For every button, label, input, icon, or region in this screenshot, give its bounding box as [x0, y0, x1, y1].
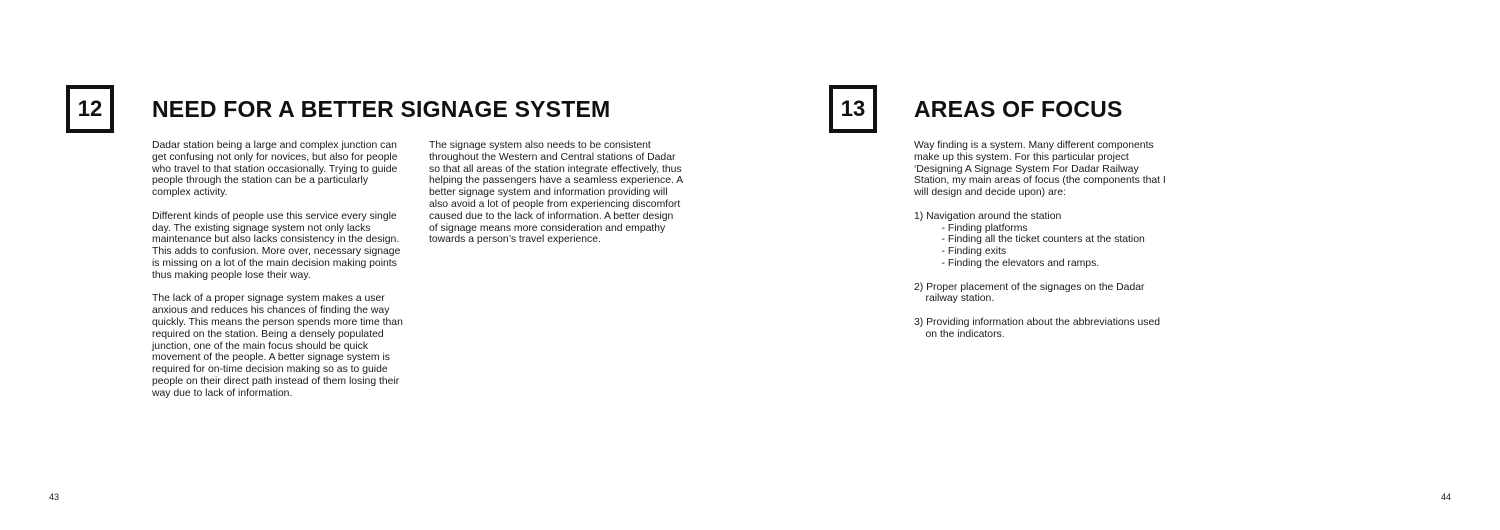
body-paragraph: Dadar station being a large and complex junction can get confusing not only for novices, but also for people who travel to that station occasionally. Trying to guide people through the station can be a particularly complex activity. — [152, 140, 398, 199]
page-number: 44 — [1441, 492, 1452, 502]
section-number-box: 13 — [829, 85, 877, 133]
page-number: 43 — [49, 492, 60, 502]
focus-list-item: 3) Providing information about the abbreviations used on the indicators. — [914, 316, 1161, 340]
focus-sublist — [926, 223, 1195, 270]
focus-subitem: - Finding exits — [941, 246, 1007, 258]
focus-list — [914, 211, 1194, 341]
body-paragraph: Different kinds of people use this service every single day. The existing signage system not only lacks maintenance but also lacks consistency in the design. This adds to confusion. More over, necessary signage is missing on a lot of the main decision making points thus making people lose their way. — [152, 210, 401, 281]
section-number-box: 12 — [66, 85, 114, 133]
focus-list-item — [914, 211, 1194, 270]
focus-subitem: - Finding platforms — [941, 222, 1028, 234]
body-paragraph: The signage system also needs to be consistent throughout the Western and Central stations of Dadar so that all areas of the station integrate effectively, thus helping the passengers have a seamless experience. A better signage system and information providing will also avoid a lot of people from experiencing discomfort caused due to the lack of information. A better design of signage means more consideration and empathy towards a person’s travel experience. — [429, 140, 684, 246]
focus-list-item: 2) Proper placement of the signages on the Dadar railway station. — [914, 281, 1145, 305]
body-paragraph: The lack of a proper signage system makes a user anxious and reduces his chances of finding the way quickly. This means the person spends more time than required on the station. Being a densely populated junction, one of the main focus should be quick movement of the people. A better signage system is required for on-time decision making so as to guide people on their direct path instead of them losing their way due to lack of information. — [152, 293, 403, 399]
body-column-1 — [152, 140, 427, 411]
section-title: NEED FOR A BETTER SIGNAGE SYSTEM — [152, 96, 611, 122]
focus-column — [914, 140, 1194, 352]
section-title: AREAS OF FOCUS — [914, 96, 1123, 122]
focus-subitem: - Finding all the ticket counters at the station — [941, 234, 1145, 246]
focus-item-label: 1) Navigation around the station — [914, 210, 1062, 222]
body-column-2 — [429, 140, 709, 258]
intro-paragraph: Way finding is a system. Many different components make up this system. For this particular project ‘Designing A Signage System For Dadar Railway Station, my main areas of focus (the components that I will design and decide upon) are: — [914, 140, 1166, 199]
focus-subitem: - Finding the elevators and ramps. — [941, 257, 1100, 269]
